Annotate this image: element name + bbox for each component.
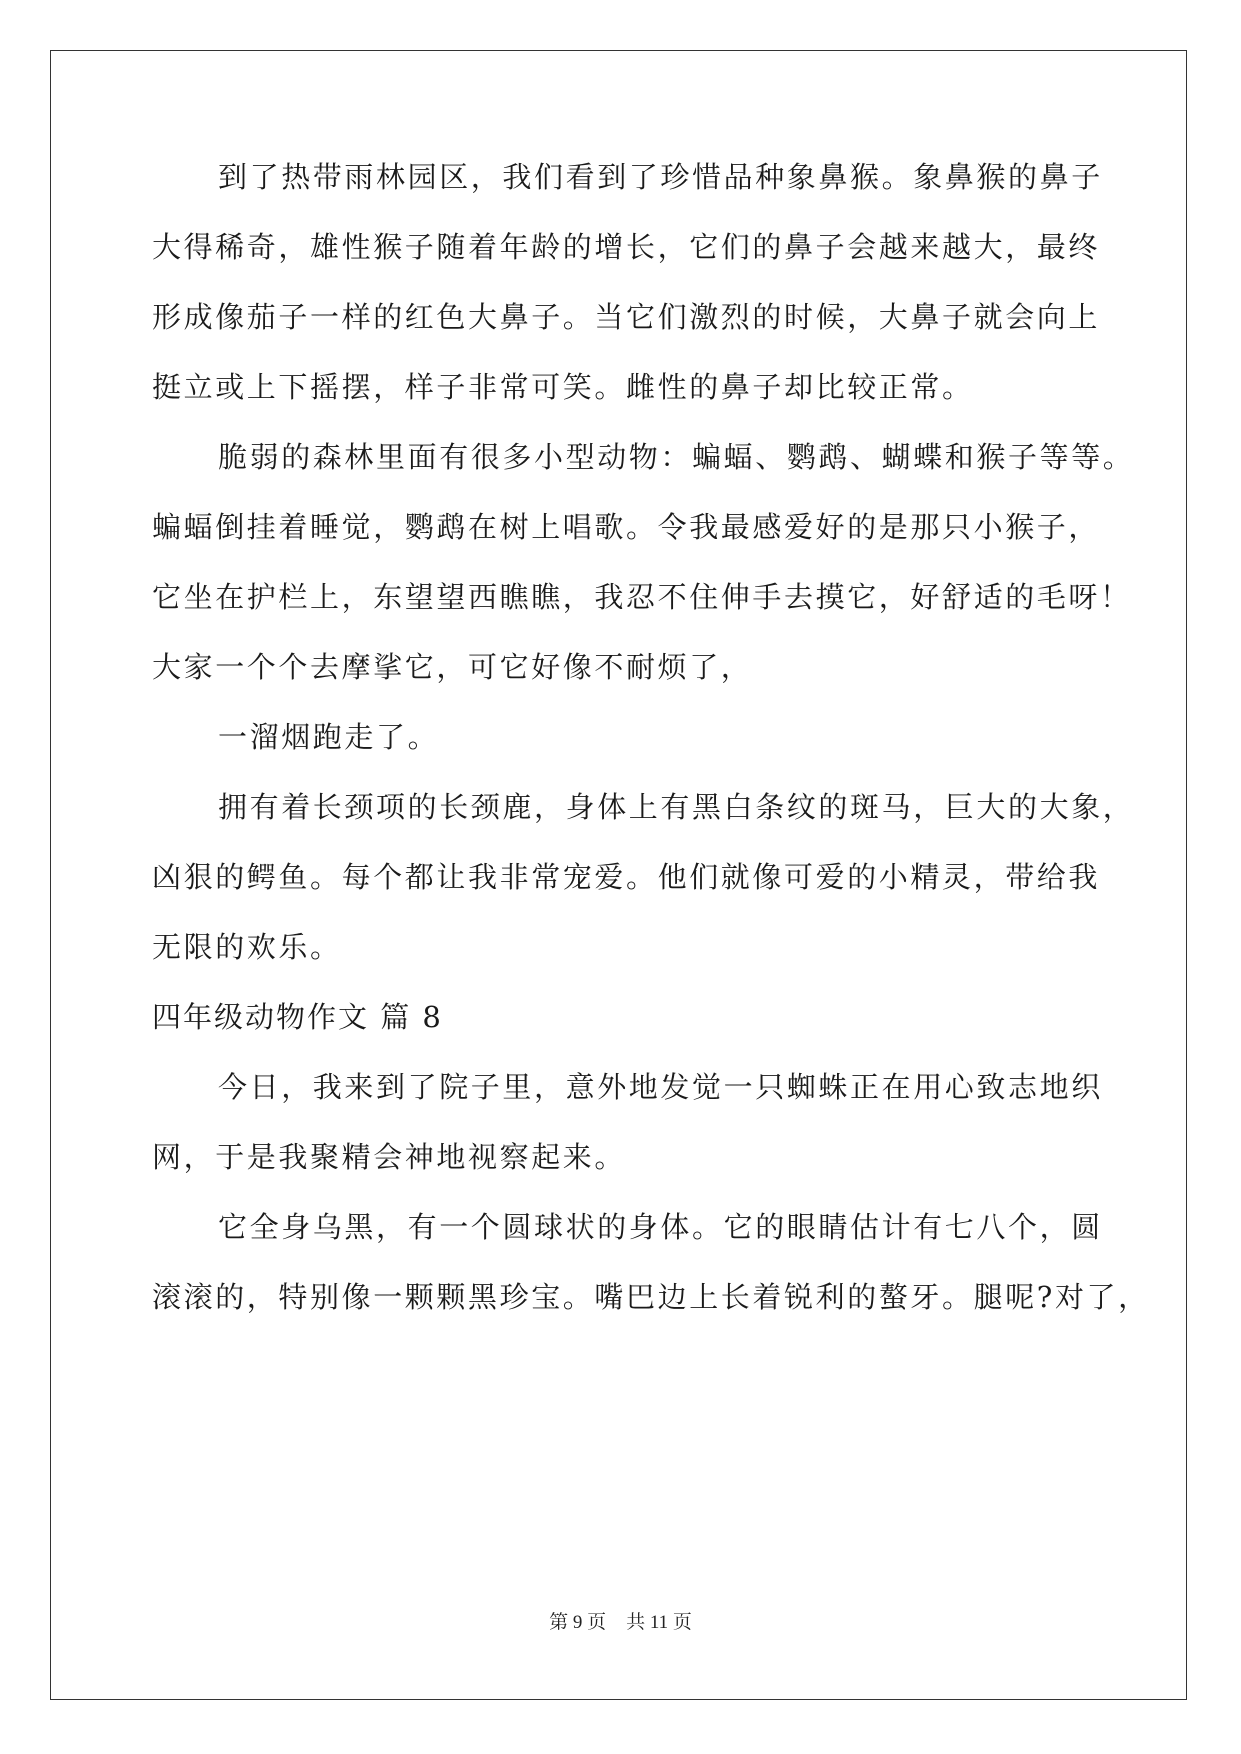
paragraph-line: 拥有着长颈项的长颈鹿，身体上有黑白条纹的斑马，巨大的大象，: [218, 790, 1135, 824]
paragraph-line: 挺立或上下摇摆，样子非常可笑。雌性的鼻子却比较正常。: [152, 370, 974, 404]
paragraph-line: 形成像茄子一样的红色大鼻子。当它们激烈的时候，大鼻子就会向上: [152, 300, 1101, 334]
paragraph-line: 无限的欢乐。: [152, 930, 342, 964]
page-total: 共 11 页: [626, 1612, 692, 1633]
paragraph-line: 大得稀奇，雄性猴子随着年龄的增长，它们的鼻子会越来越大，最终: [152, 230, 1101, 264]
paragraph-line: 网，于是我聚精会神地视察起来。: [152, 1140, 627, 1174]
page-number: 第 9 页: [549, 1612, 607, 1633]
paragraph-line: 它坐在护栏上，东望望西瞧瞧，我忍不住伸手去摸它，好舒适的毛呀！: [152, 580, 1132, 614]
paragraph-line: 一溜烟跑走了。: [218, 720, 440, 754]
paragraph-line: 凶狠的鳄鱼。每个都让我非常宠爱。他们就像可爱的小精灵，带给我: [152, 860, 1101, 894]
paragraph-line: 它全身乌黑，有一个圆球状的身体。它的眼睛估计有七八个，圆: [218, 1210, 1103, 1244]
paragraph-line: 到了热带雨林园区，我们看到了珍惜品种象鼻猴。象鼻猴的鼻子: [218, 160, 1103, 194]
paragraph-line: 大家一个个去摩挲它，可它好像不耐烦了，: [152, 650, 753, 684]
paragraph-line: 今日，我来到了院子里，意外地发觉一只蜘蛛正在用心致志地织: [218, 1070, 1103, 1104]
paragraph-line: 脆弱的森林里面有很多小型动物：蝙蝠、鹦鹉、蝴蝶和猴子等等。: [218, 440, 1135, 474]
paragraph-line: 蝙蝠倒挂着睡觉，鹦鹉在树上唱歌。令我最感爱好的是那只小猴子，: [152, 510, 1101, 544]
section-heading: 四年级动物作文 篇 8: [152, 1000, 443, 1034]
page-footer: [0, 1610, 1241, 1636]
paragraph-line: 滚滚的，特别像一颗颗黑珍宝。嘴巴边上长着锐利的螯牙。腿呢?对了，: [152, 1280, 1150, 1314]
